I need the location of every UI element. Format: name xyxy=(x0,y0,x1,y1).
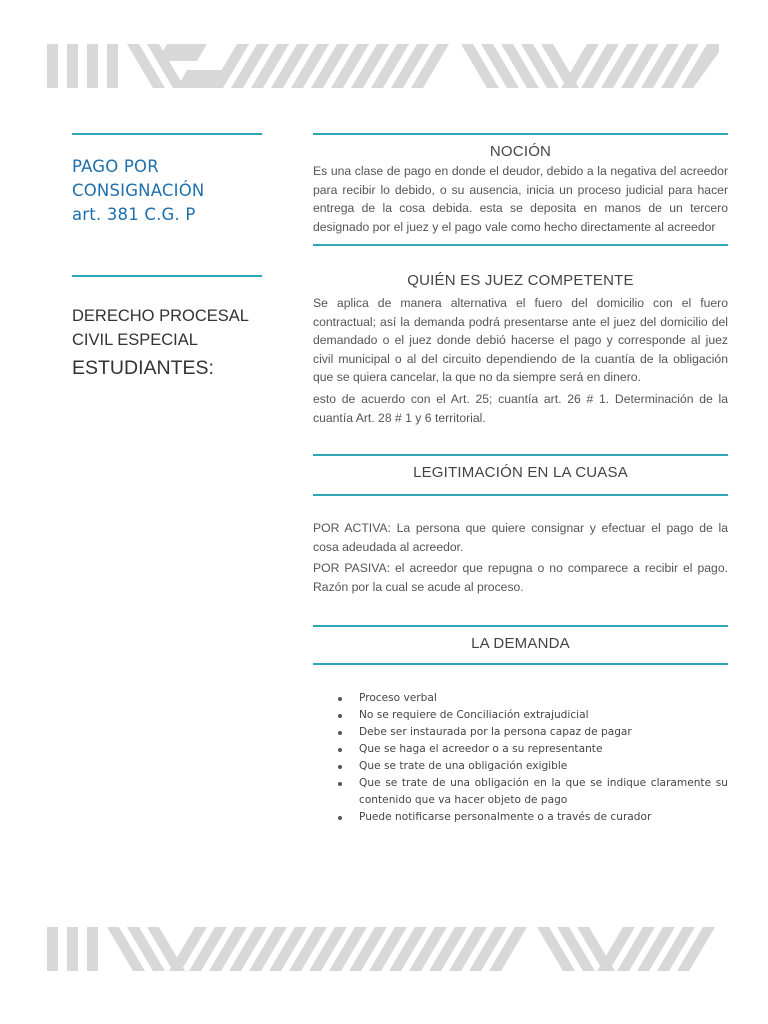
nocion-text xyxy=(313,162,728,239)
decorative-stripe-band-top xyxy=(47,44,719,88)
list-item: Proceso verbal xyxy=(338,690,728,707)
legitimacion-pasiva: POR PASIVA: el acreedor que repugna o no comparece a recibir el pago. Razón por la cual se acude al proceso. xyxy=(313,561,728,594)
nocion-bottom-rule xyxy=(313,244,728,246)
list-item: Que se trate de una obligación en la que se indique claramente su contenido que va hacer objeto de pago xyxy=(338,775,728,809)
nocion-paragraph: Es una clase de pago en donde el deudor, debido a la negativa del acreedor para recibir lo debido, o su ausencia, inicia un proceso judicial para hacer entrega de la cosa debida. esta se deposita en manos de un tercero designado por el juez y el pago vale como hecho directamente al acreedor xyxy=(313,164,728,234)
demanda-list xyxy=(338,690,728,826)
sidebar-top-rule xyxy=(72,133,262,135)
demanda-bottom-rule xyxy=(313,663,728,665)
juez-paragraph-2: esto de acuerdo con el Art. 25; cuantía art. 26 # 1. Determinación de la cuantía Art. 28 # 1 y 6 territorial. xyxy=(313,391,728,425)
list-item: Que se trate de una obligación exigible xyxy=(338,758,728,775)
list-item: Puede notificarse personalmente o a través de curador xyxy=(338,809,728,826)
nocion-top-rule xyxy=(313,133,728,135)
legitimacion-text xyxy=(313,519,728,599)
subject-line-2: CIVIL ESPECIAL xyxy=(72,331,198,349)
sidebar-middle-rule xyxy=(72,275,262,277)
section-heading-legitimacion: LEGITIMACIÓN EN LA CUASA xyxy=(413,464,628,481)
juez-paragraph-1: Se aplica de manera alternativa el fuero del domicilio con el fuero contractual; así la demanda podrá presentarse ante el juez del domicilio del demandado o el juez donde debió hacerse el pago y corresponde al juez civil municipal o al del circuito dependiendo de la cuantía de la obligación que se quiera cancelar, la que no da siempre será en dinero. xyxy=(313,296,728,385)
decorative-stripe-band-bottom xyxy=(47,927,719,971)
legitimacion-bottom-rule xyxy=(313,494,728,496)
section-heading-juez: QUIÉN ES JUEZ COMPETENTE xyxy=(407,272,634,289)
legitimacion-activa: POR ACTIVA: La persona que quiere consignar y efectuar el pago de la cosa adeudada al acreedor. xyxy=(313,521,728,554)
subject-block xyxy=(72,304,282,382)
list-item: No se requiere de Conciliación extrajudicial xyxy=(338,707,728,724)
section-heading-nocion: NOCIÓN xyxy=(489,143,552,160)
section-heading-demanda: LA DEMANDA xyxy=(471,635,570,652)
title-line-3: art. 381 C.G. P xyxy=(72,205,196,224)
title-line-2: CONSIGNACIÓN xyxy=(72,181,205,200)
list-item: Que se haga el acreedor o a su representante xyxy=(338,741,728,758)
demanda-top-rule xyxy=(313,625,728,627)
document-title xyxy=(72,155,272,227)
students-label: ESTUDIANTES: xyxy=(72,357,214,379)
subject-line-1: DERECHO PROCESAL xyxy=(72,307,249,325)
juez-text xyxy=(313,294,728,430)
title-line-1: PAGO POR xyxy=(72,157,159,176)
list-item: Debe ser instaurada por la persona capaz de pagar xyxy=(338,724,728,741)
legitimacion-top-rule xyxy=(313,454,728,456)
